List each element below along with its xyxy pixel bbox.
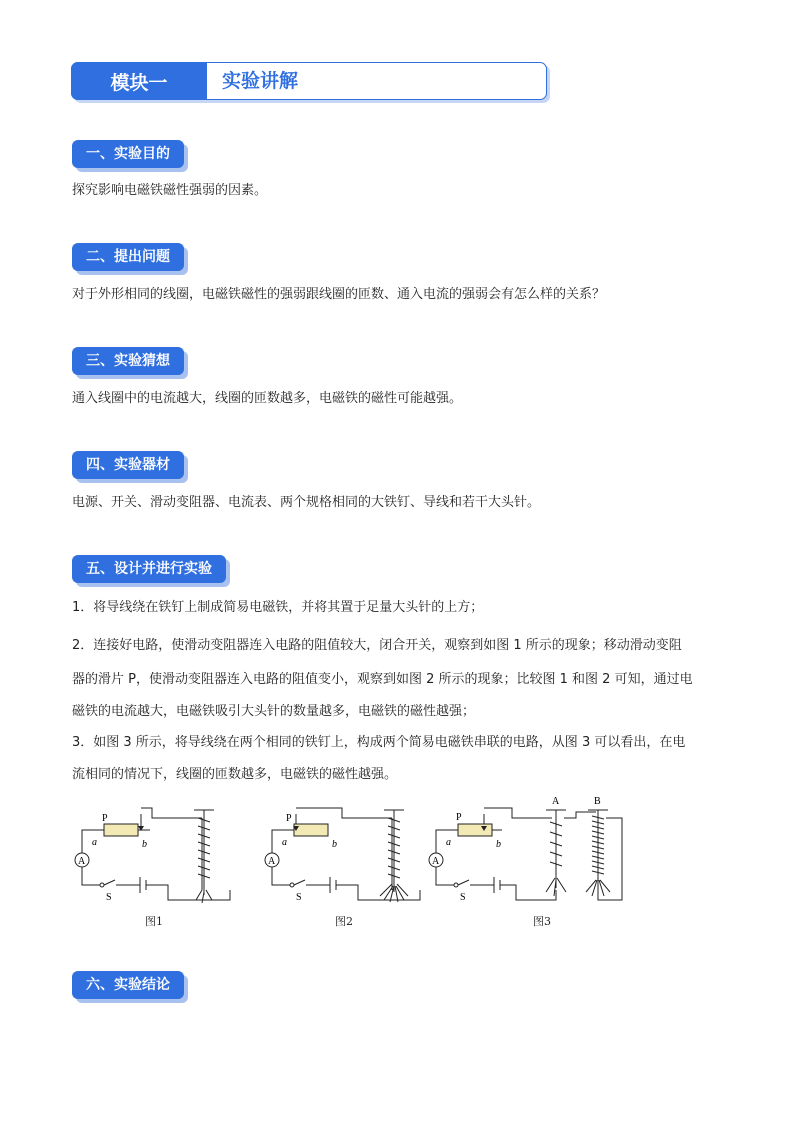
section-title-hypothesis: 三、实验猜想 <box>72 347 184 375</box>
figure-2-circuit <box>262 800 432 910</box>
ammeter-label: A <box>268 856 276 867</box>
ammeter-label: A <box>78 856 86 867</box>
step-3-line-2: 流相同的情况下，线圈的匝数越多，电磁铁的磁性越强。 <box>72 767 398 782</box>
module-badge: 模块一 <box>71 62 207 100</box>
step-2-line-1: 2．连接好电路，使滑动变阻器连入电路的阻值较大，闭合开关，观察到如图 1 所示的现象；移动滑动变阻 <box>72 638 682 653</box>
label-b: b <box>496 839 501 850</box>
purpose-text: 探究影响电磁铁磁性强弱的因素。 <box>72 183 268 198</box>
caption-fig-3: 图3 <box>533 915 551 928</box>
step-3-line-1: 3．如图 3 所示，将导线绕在两个相同的铁钉上，构成两个简易电磁铁串联的电路，从图 3 可以看出，在电 <box>72 735 686 750</box>
label-p: P <box>286 813 292 824</box>
section-title-materials: 四、实验器材 <box>72 451 184 479</box>
step-1: 1．将导线绕在铁钉上制成简易电磁铁，并将其置于足量大头针的上方； <box>72 600 484 615</box>
step-2-line-2: 器的滑片 P，使滑动变阻器连入电路的阻值变小，观察到如图 2 所示的现象；比较图 1 和图 2 可知，通过电 <box>72 672 693 687</box>
nail-b-label: B <box>594 796 601 807</box>
nail-a-label: A <box>552 796 560 807</box>
label-p: P <box>456 812 462 823</box>
step-2-line-3: 磁铁的电流越大，电磁铁吸引大头针的数量越多，电磁铁的磁性越强； <box>72 704 476 719</box>
label-a: a <box>92 837 97 848</box>
materials-text: 电源、开关、滑动变阻器、电流表、两个规格相同的大铁钉、导线和若干大头针。 <box>72 495 541 510</box>
label-b: b <box>332 839 337 850</box>
section-title-conclusion: 六、实验结论 <box>72 971 184 999</box>
module-title: 实验讲解 <box>222 70 299 92</box>
switch-label: S <box>296 892 302 903</box>
section-title-purpose: 一、实验目的 <box>72 140 184 168</box>
switch-label: S <box>106 892 112 903</box>
figure-3-circuit <box>426 792 626 912</box>
caption-fig-2: 图2 <box>335 915 353 928</box>
label-a: a <box>446 837 451 848</box>
switch-label: S <box>460 892 466 903</box>
caption-fig-1: 图1 <box>145 915 163 928</box>
label-b: b <box>142 839 147 850</box>
section-title-procedure: 五、设计并进行实验 <box>72 555 226 583</box>
question-text: 对于外形相同的线圈，电磁铁磁性的强弱跟线圈的匝数、通入电流的强弱会有怎么样的关系？ <box>72 287 606 302</box>
label-a: a <box>282 837 287 848</box>
hypothesis-text: 通入线圈中的电流越大，线圈的匝数越多，电磁铁的磁性可能越强。 <box>72 391 463 406</box>
figure-1-circuit <box>72 800 242 910</box>
ammeter-label: A <box>432 856 440 867</box>
section-title-question: 二、提出问题 <box>72 243 184 271</box>
label-p: P <box>102 813 108 824</box>
module-header <box>71 62 547 100</box>
